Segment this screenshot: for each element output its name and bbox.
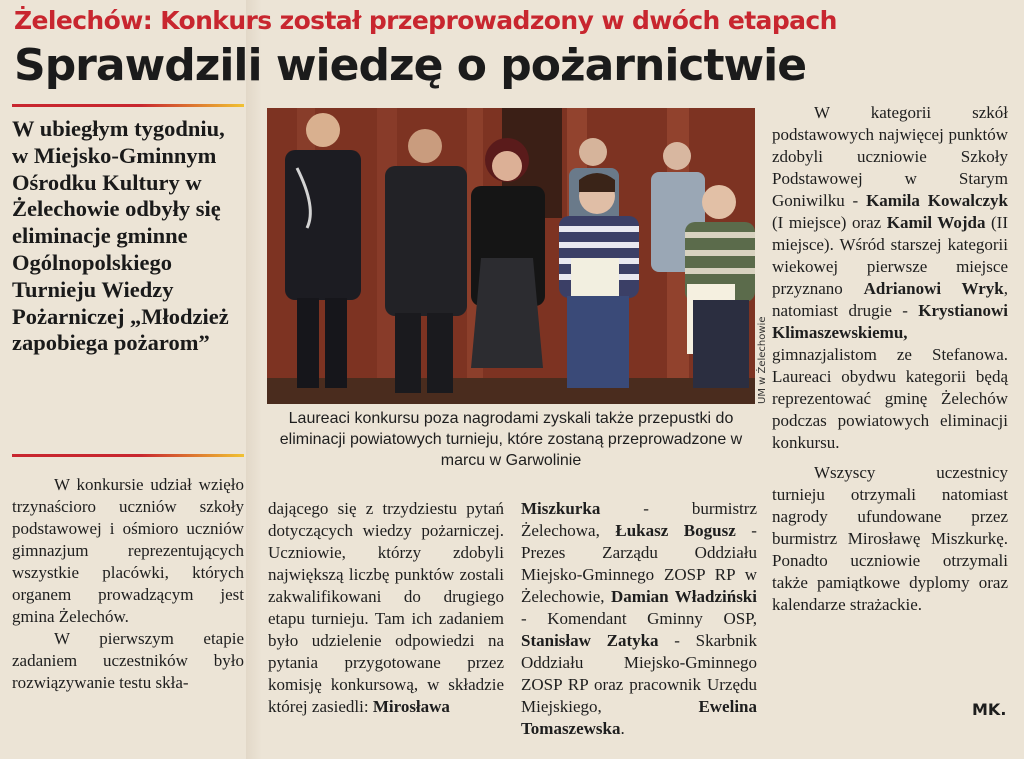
col4-paragraph-2: Wszyscy uczestnicy turnieju otrzymali natomiast nagrody ufundowane przez burmistrz Mirosławę Miszkurkę. Ponadto uczniowie otrzymali także pamiątkowe dyplomy oraz kalendarze strażackie. <box>772 463 1008 614</box>
col4-text-3: (II miejsce). Wśród starszej kategorii wiekowej pierwsze miejsce przyznano <box>772 213 1008 298</box>
col2-paragraph-1 <box>268 498 504 718</box>
col3-name-4: Stanisław Zatyka <box>521 631 659 650</box>
col3-text-4: - Skarbnik Oddziału Miejsko-Gminnego ZOSP RP oraz pracownik Urzędu Miejskiego, <box>521 631 757 716</box>
photo-illustration <box>267 108 755 404</box>
col3-paragraph-1 <box>521 498 757 740</box>
photo-credit: UM w Żelechowie <box>757 316 768 404</box>
lead-top-rule <box>12 104 244 107</box>
lead-bottom-rule <box>12 454 244 457</box>
col3-name-3: Damian Władziński <box>611 587 757 606</box>
col4-name-2: Kamil Wojda <box>886 213 986 232</box>
col4-text-5: gimnazjalistom ze Stefanowa. Laureaci obydwu kategorii będą reprezentować gminę Żelechów podczas powiatowych eliminacji konkursu. <box>772 345 1008 452</box>
col3-name-2: Łukasz Bogusz <box>615 521 736 540</box>
col4-text-4: , natomiast drugie - <box>772 279 1008 320</box>
lead-paragraph: W ubiegłym tygodniu, w Miejsko-Gminnym Ośrodku Kultury w Żelechowie odbyły się eliminacje gminne Ogólnopolskiego Turnieju Wiedzy Pożarniczej „Młodzież zapobiega pożarom” <box>12 116 229 356</box>
col1-paragraph-2: W pierwszym etapie zadaniem uczestników było rozwiązywanie testu skła- <box>12 629 244 692</box>
kicker: Żelechów: Konkurs został przeprowadzony w dwóch etapach <box>14 6 837 35</box>
article-photo <box>267 108 755 404</box>
col4-name-3: Adrianowi Wryk <box>863 279 1004 298</box>
column-4 <box>772 102 1008 616</box>
col4-name-1: Kamila Kowalczyk <box>866 191 1008 210</box>
col2-text: dającego się z trzydziestu pytań dotyczących wiedzy pożarniczej. Uczniowie, którzy zdobyli największą liczbę punktów zostali zakwalifikowani do drugiego etapu turnieju. Tam ich zadaniem było udzielenie odpowiedzi na pytania przygotowane przez komisję konkursową, w składzie której zasiedli: <box>268 499 504 716</box>
headline: Sprawdzili wiedzę o pożarnictwie <box>14 40 807 91</box>
column-3 <box>521 498 757 740</box>
col3-name-5: Ewelina Tomaszewska <box>521 697 757 738</box>
col4-paragraph-1 <box>772 102 1008 454</box>
col3-name-1: Miszkurka <box>521 499 601 518</box>
col3-text-3: - Komendant Gminny OSP, <box>521 609 757 628</box>
col3-text-5: . <box>620 719 625 738</box>
page-gutter <box>246 0 262 759</box>
col1-paragraph-1: W konkursie udział wzięło trzynaścioro uczniów szkoły podstawowej i ośmioro uczniów gimnazjum reprezentujących wszystkie placówki, których organem prowadzącym jest gmina Żelechów. <box>12 475 244 626</box>
col3-text-1: - burmistrz Żelechowa, <box>521 499 757 540</box>
col4-name-4: Krystianowi Klimaszewskiemu, <box>772 301 1008 342</box>
col2-name-1: Mirosława <box>372 697 450 716</box>
column-2 <box>268 498 504 718</box>
col4-text-2: (I miejsce) oraz <box>772 213 887 232</box>
photo-caption: Laureaci konkursu poza nagrodami zyskali także przepustki do eliminacji powiatowych turnieju, które zostaną przeprowadzone w marcu w Garwolinie <box>279 410 743 469</box>
col4-text-1: W kategorii szkół podstawowych najwięcej punktów zdobyli uczniowie Szkoły Podstawowej w Starym Goniwilku - <box>772 103 1008 210</box>
col3-text-2: - Prezes Zarządu Oddziału Miejsko-Gminnego ZOSP RP w Żelechowie, <box>521 521 757 606</box>
author-signature: MK. <box>972 700 1007 719</box>
column-1 <box>12 474 244 694</box>
